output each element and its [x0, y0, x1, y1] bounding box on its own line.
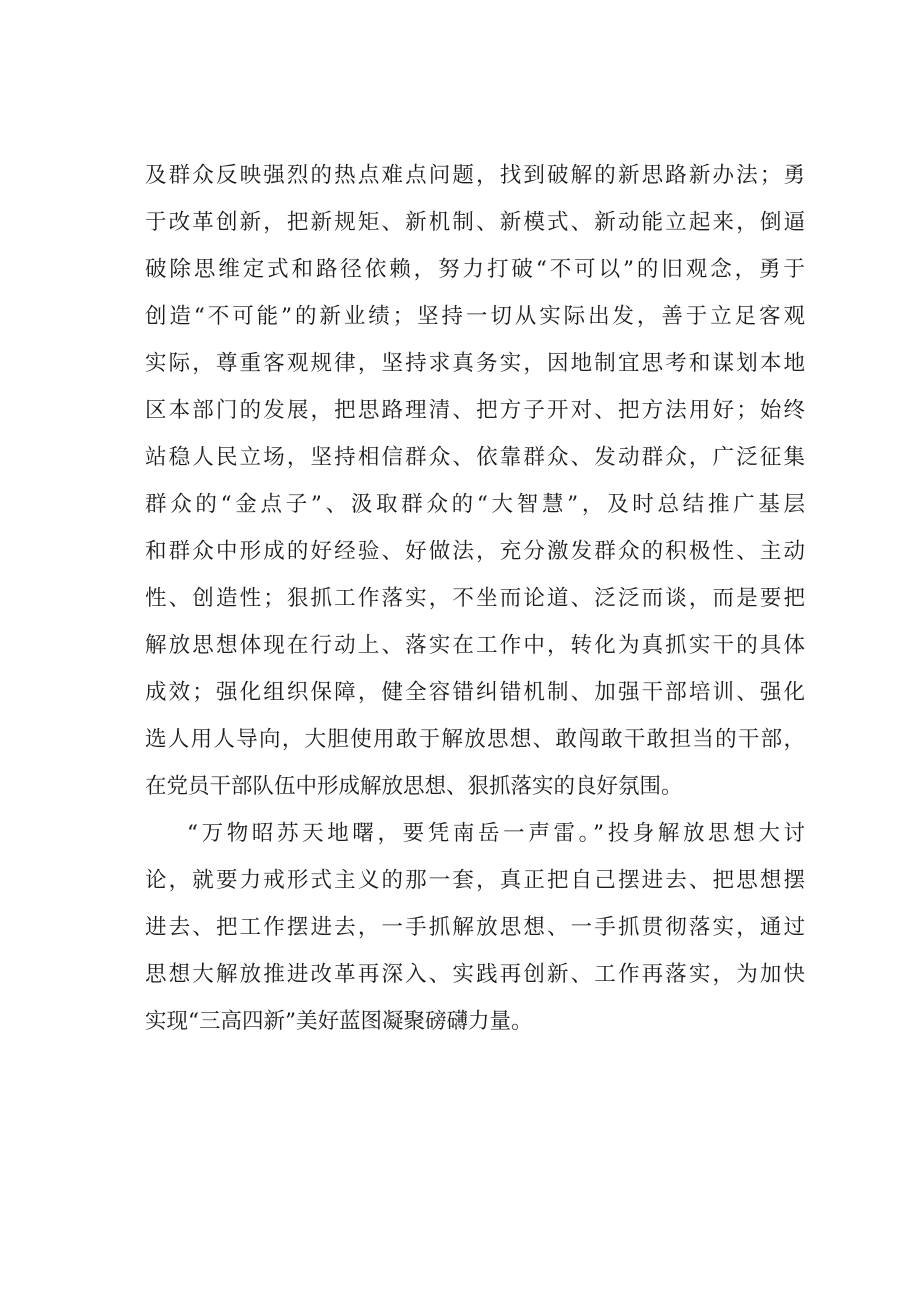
- paragraph-line: 破除思维定式和路径依赖，努力打破“不可以”的旧观念，勇于: [145, 257, 805, 282]
- paragraph-line: 成效；强化组织保障，健全容错纠错机制、加强干部培训、强化: [145, 680, 805, 705]
- paragraph-line: 论，就要力戒形式主义的那一套，真正把自己摆进去、把思想摆: [145, 868, 805, 893]
- paragraph-line: 群众的“金点子”、汲取群众的“大智慧”，及时总结推广基层: [145, 492, 805, 517]
- paragraph-line: 实际，尊重客观规律，坚持求真务实，因地制宜思考和谋划本地: [145, 351, 805, 376]
- paragraph-line: 于改革创新，把新规矩、新机制、新模式、新动能立起来，倒逼: [145, 210, 805, 235]
- paragraph-line: 进去、把工作摆进去，一手抓解放思想、一手抓贯彻落实，通过: [145, 915, 805, 940]
- paragraph-line: “万物昭苏天地曙，要凭南岳一声雷。”投身解放思想大讨: [187, 821, 805, 846]
- paragraph-line: 实现“三高四新”美好蓝图凝聚磅礴力量。: [145, 1009, 533, 1034]
- paragraph-line: 站稳人民立场，坚持相信群众、依靠群众、发动群众，广泛征集: [145, 445, 805, 470]
- paragraph-line: 选人用人导向，大胆使用敢于解放思想、敢闯敢干敢担当的干部，: [145, 727, 805, 752]
- paragraph-line: 思想大解放推进改革再深入、实践再创新、工作再落实，为加快: [145, 962, 805, 987]
- paragraph-line: 区本部门的发展，把思路理清、把方子开对、把方法用好；始终: [145, 398, 805, 423]
- paragraph-line: 解放思想体现在行动上、落实在工作中，转化为真抓实干的具体: [145, 633, 805, 658]
- paragraph-line: 和群众中形成的好经验、好做法，充分激发群众的积极性、主动: [145, 539, 805, 564]
- paragraph-line: 性、创造性；狠抓工作落实，不坐而论道、泛泛而谈，而是要把: [145, 586, 805, 611]
- paragraph-line: 在党员干部队伍中形成解放思想、狠抓落实的良好氛围。: [145, 774, 683, 799]
- paragraph-line: 创造“不可能”的新业绩；坚持一切从实际出发，善于立足客观: [145, 304, 805, 329]
- paragraph-line: 及群众反映强烈的热点难点问题，找到破解的新思路新办法；勇: [145, 163, 805, 188]
